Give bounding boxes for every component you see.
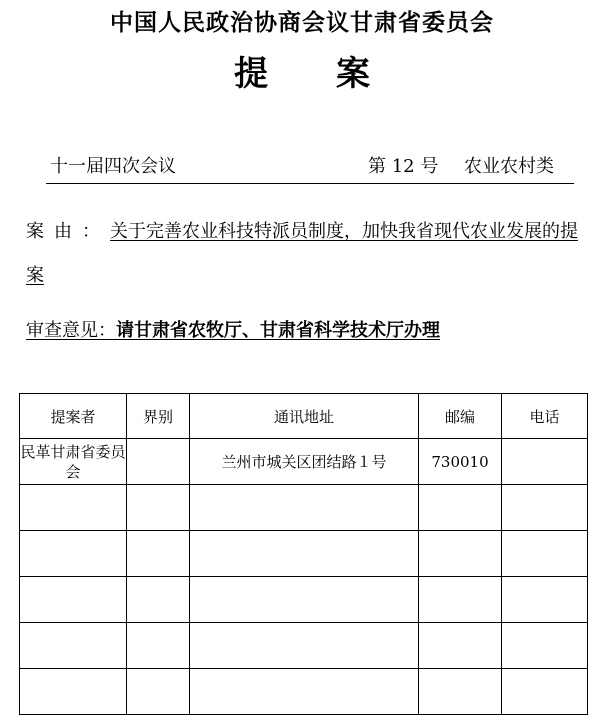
- table-row: [20, 577, 588, 623]
- cell-proposer: 民革甘肃省委员会: [20, 439, 127, 485]
- doc-type-char: 提: [234, 54, 268, 94]
- organization-title: 中国人民政治协商会议甘肃省委员会: [110, 9, 494, 36]
- table-row: [20, 669, 588, 715]
- meta-line: [46, 152, 574, 180]
- header-proposer: 提案者: [20, 394, 127, 439]
- header-address: 通讯地址: [190, 394, 419, 439]
- header-sector: 界别: [127, 394, 190, 439]
- review-label: 审查意见：: [26, 320, 116, 341]
- table-row: [20, 439, 588, 485]
- proposal-reason: [26, 210, 582, 298]
- cell-phone: [502, 439, 588, 485]
- table-header-row: [20, 394, 588, 439]
- cell-address: 兰州市城关区团结路１号: [190, 439, 419, 485]
- proposal-number: 第 12 号: [368, 156, 439, 177]
- review-text: 请甘肃省农牧厅、甘肃省科学技术厅办理: [116, 320, 440, 341]
- cell-sector: [127, 439, 190, 485]
- meta-divider: [46, 183, 574, 184]
- doc-type-char: 案: [336, 54, 370, 94]
- table-row: [20, 485, 588, 531]
- table-row: [20, 623, 588, 669]
- table-row: [20, 531, 588, 577]
- session: 十一届四次会议: [50, 156, 176, 177]
- reason-label: 案由：: [26, 221, 110, 242]
- document-type-title: [0, 46, 604, 95]
- review-opinion: [26, 316, 440, 342]
- header-postcode: 邮编: [419, 394, 502, 439]
- header-phone: 电话: [502, 394, 588, 439]
- proposer-table: [19, 393, 588, 715]
- category: 农业农村类: [464, 156, 554, 177]
- cell-postcode: 730010: [419, 439, 502, 485]
- reason-text: 关于完善农业科技特派员制度，加快我省现代农业发展的提案: [26, 221, 578, 286]
